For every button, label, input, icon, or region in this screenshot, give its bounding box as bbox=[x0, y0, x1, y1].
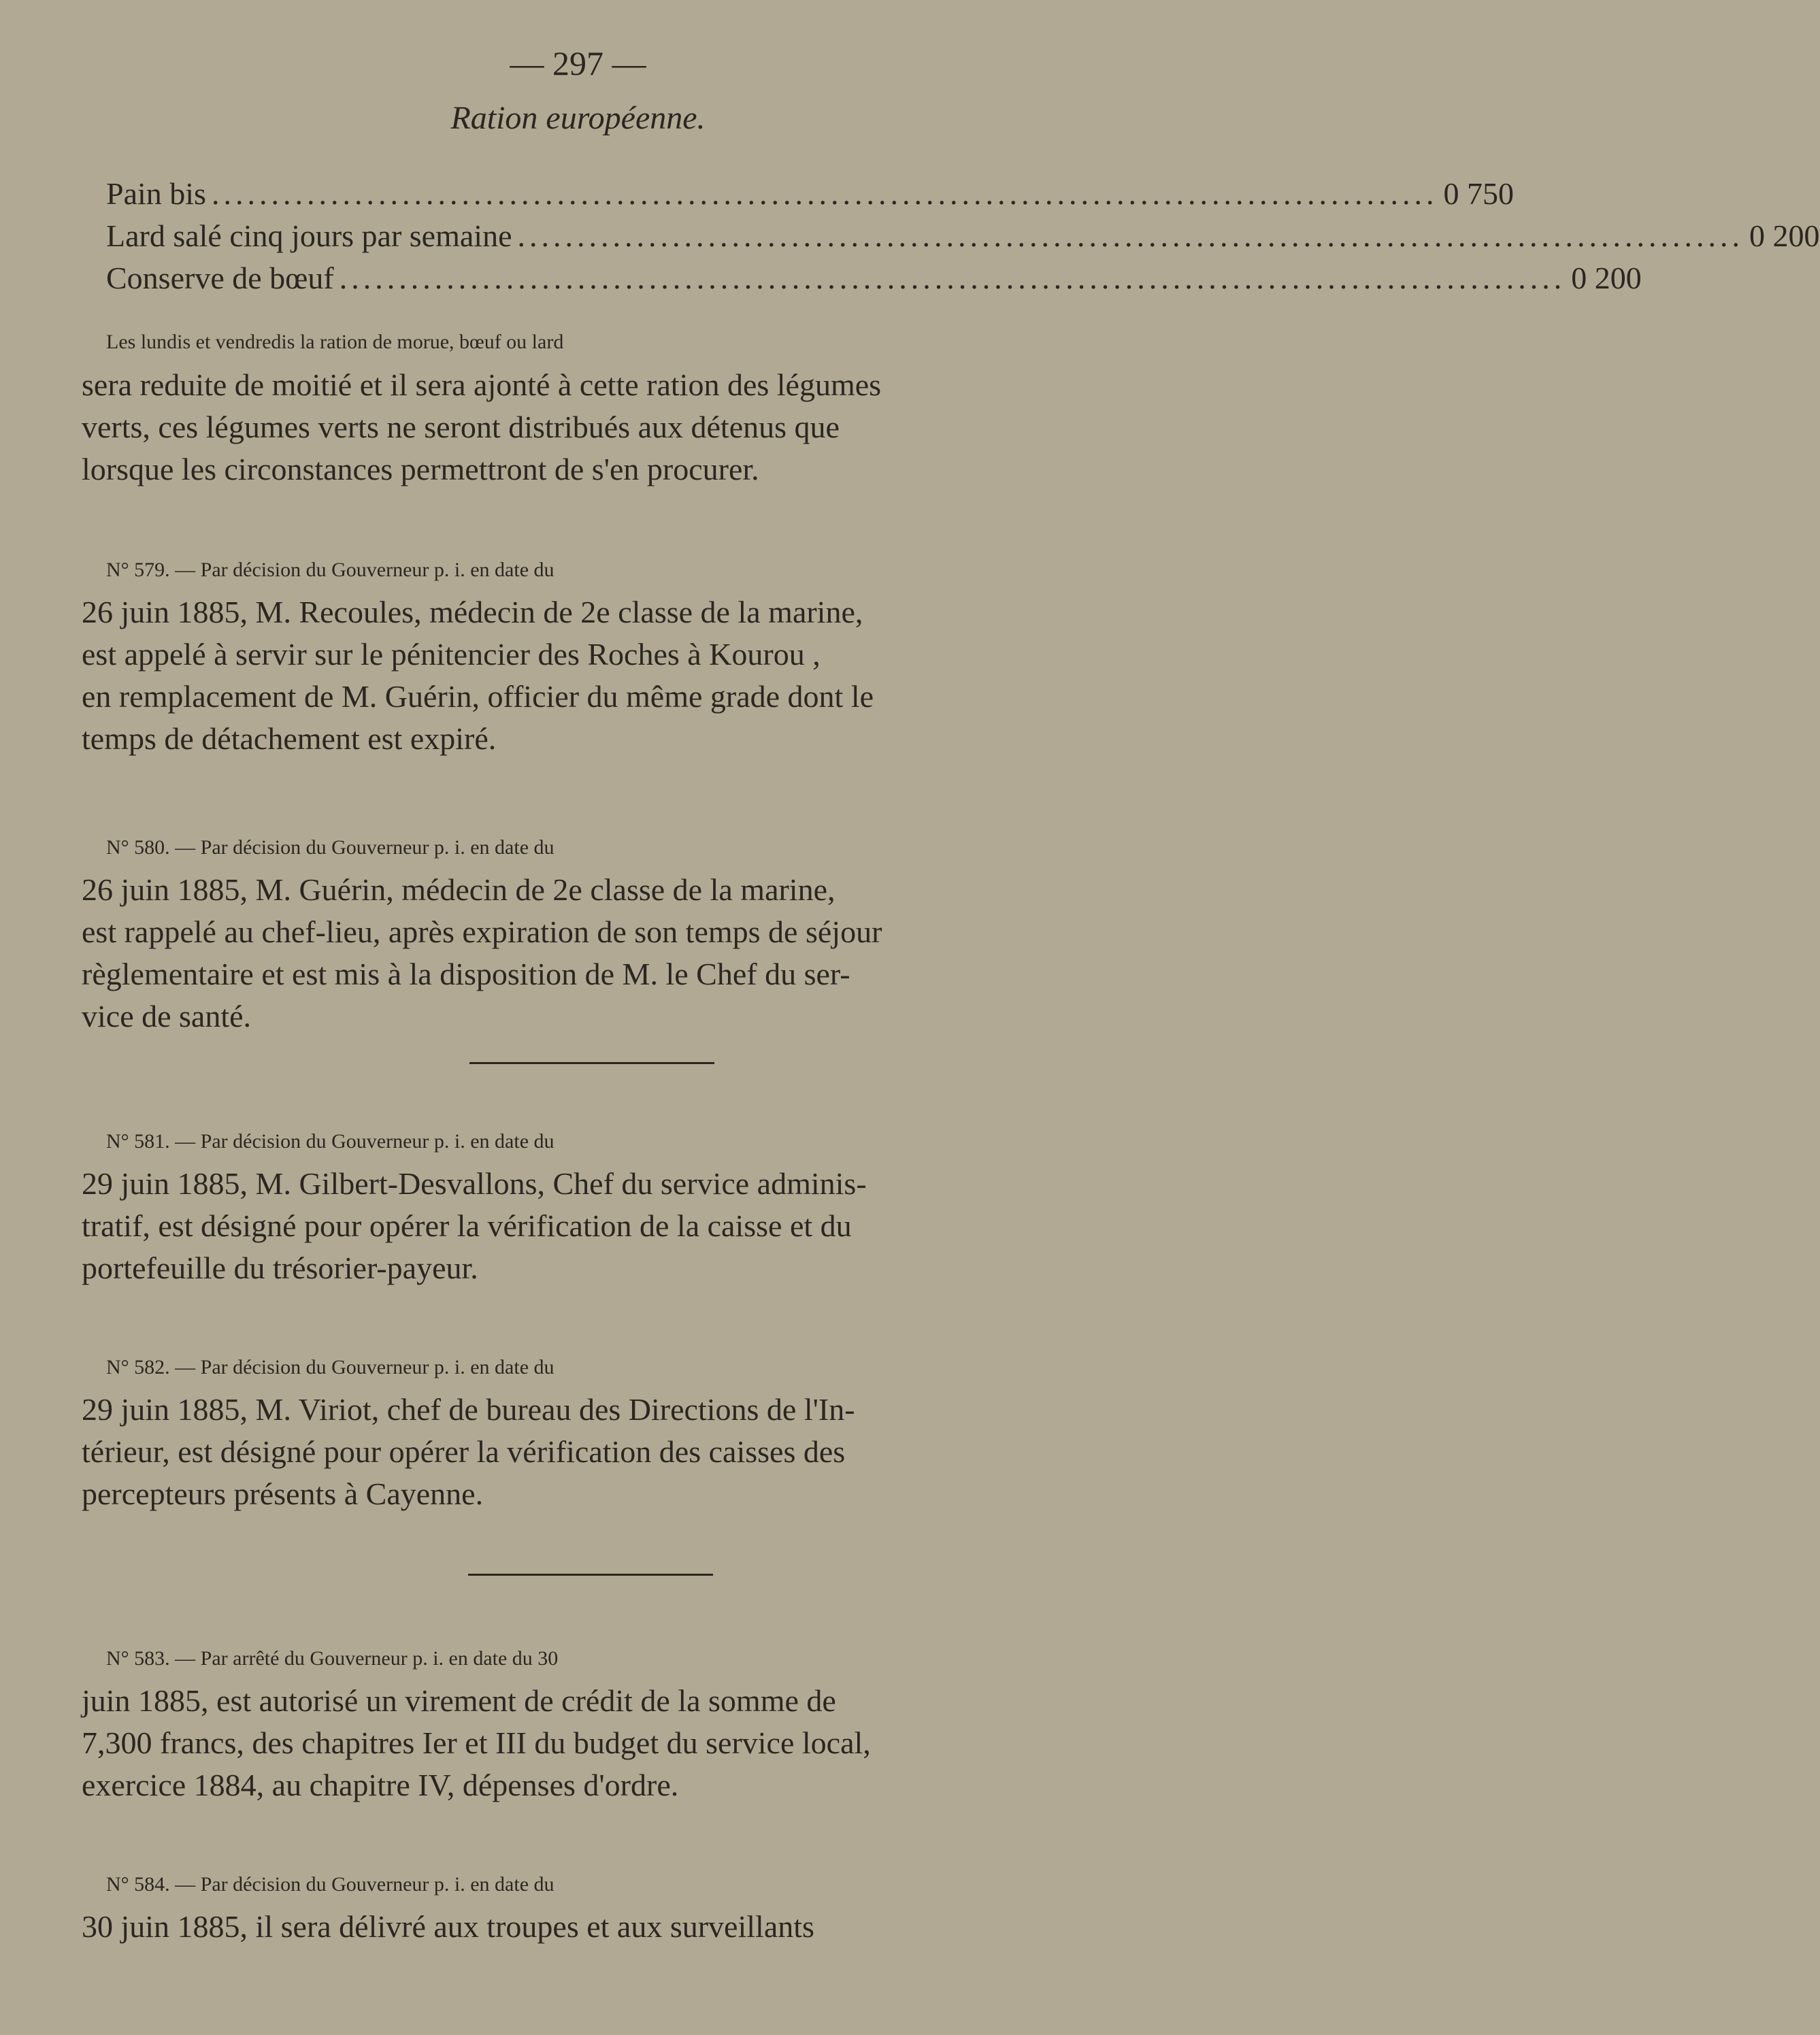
decision-line: N° 582. — Par décision du Gouverneur p. i. en date du bbox=[106, 1356, 555, 1378]
decision-line: portefeuille du trésorier-payeur. bbox=[82, 1251, 478, 1285]
decision-line: 29 juin 1885, M. Gilbert-Desvallons, Chef du service adminis- bbox=[82, 1166, 867, 1201]
decision-line: tratif, est désigné pour opérer la vérification de la caisse et du bbox=[82, 1208, 852, 1243]
decision-line: 29 juin 1885, M. Viriot, chef de bureau des Directions de l'In- bbox=[82, 1392, 855, 1427]
section-title: Ration européenne. bbox=[450, 100, 706, 136]
decision-line: 7,300 francs, des chapitres Ier et III du budget du service local, bbox=[82, 1725, 871, 1760]
ration-row bbox=[106, 174, 1514, 214]
leader-dots: ....................................................................................................... bbox=[339, 261, 1566, 295]
decision-line: en remplacement de M. Guérin, officier du même grade dont le bbox=[82, 679, 874, 714]
decision-line: temps de détachement est expiré. bbox=[82, 721, 497, 756]
decision-line: est appelé à servir sur le pénitencier des Roches à Kourou , bbox=[82, 637, 821, 672]
paragraph-line: Les lundis et vendredis la ration de morue, bœuf ou lard bbox=[106, 331, 564, 353]
paragraph-line: sera reduite de moitié et il sera ajonté à cette ration des légumes bbox=[82, 367, 882, 402]
decision-line: percepteurs présents à Cayenne. bbox=[82, 1476, 484, 1511]
ration-qty: 0 200 bbox=[1571, 261, 1642, 295]
decision-line: N° 584. — Par décision du Gouverneur p. i. en date du bbox=[106, 1873, 555, 1896]
ration-row bbox=[106, 259, 1642, 298]
paragraph-line: lorsque les circonstances permettront de s'en procurer. bbox=[82, 452, 759, 486]
decision-line: N° 579. — Par décision du Gouverneur p. i. en date du bbox=[106, 559, 555, 581]
section-divider bbox=[468, 1574, 713, 1576]
ration-label: Pain bis bbox=[106, 176, 206, 211]
decision-line: vice de santé. bbox=[82, 999, 252, 1033]
decision-line: N° 581. — Par décision du Gouverneur p. i. en date du bbox=[106, 1130, 555, 1153]
decision-line: térieur, est désigné pour opérer la vérification des caisses des bbox=[82, 1434, 846, 1469]
leader-dots: ....................................................................................................... bbox=[211, 176, 1438, 211]
decision-line: 26 juin 1885, M. Guérin, médecin de 2e classe de la marine, bbox=[82, 872, 835, 907]
decision-line: est rappelé au chef-lieu, après expiration de son temps de séjour bbox=[82, 914, 882, 949]
ration-qty: 0 200 bbox=[1749, 218, 1820, 253]
ration-qty: 0 750 bbox=[1443, 176, 1514, 211]
leader-dots: ....................................................................................................... bbox=[517, 218, 1744, 253]
page-number: — 297 — bbox=[510, 44, 646, 82]
decision-line: juin 1885, est autorisé un virement de crédit de la somme de bbox=[82, 1683, 836, 1718]
ration-label: Lard salé cinq jours par semaine bbox=[106, 218, 512, 253]
decision-line: 30 juin 1885, il sera délivré aux troupes et aux surveillants bbox=[82, 1909, 814, 1944]
ration-row bbox=[106, 216, 1820, 256]
decision-line: N° 583. — Par arrêté du Gouverneur p. i. en date du 30 bbox=[106, 1647, 559, 1670]
decision-line: règlementaire et est mis à la disposition de M. le Chef du ser- bbox=[82, 957, 850, 991]
decision-line: N° 580. — Par décision du Gouverneur p. i. en date du bbox=[106, 836, 555, 859]
ration-label: Conserve de bœuf bbox=[106, 261, 334, 295]
section-divider bbox=[469, 1062, 714, 1064]
paragraph-line: verts, ces légumes verts ne seront distribués aux détenus que bbox=[82, 410, 840, 444]
decision-line: exercice 1884, au chapitre IV, dépenses d'ordre. bbox=[82, 1768, 679, 1802]
decision-line: 26 juin 1885, M. Recoules, médecin de 2e classe de la marine, bbox=[82, 595, 863, 629]
